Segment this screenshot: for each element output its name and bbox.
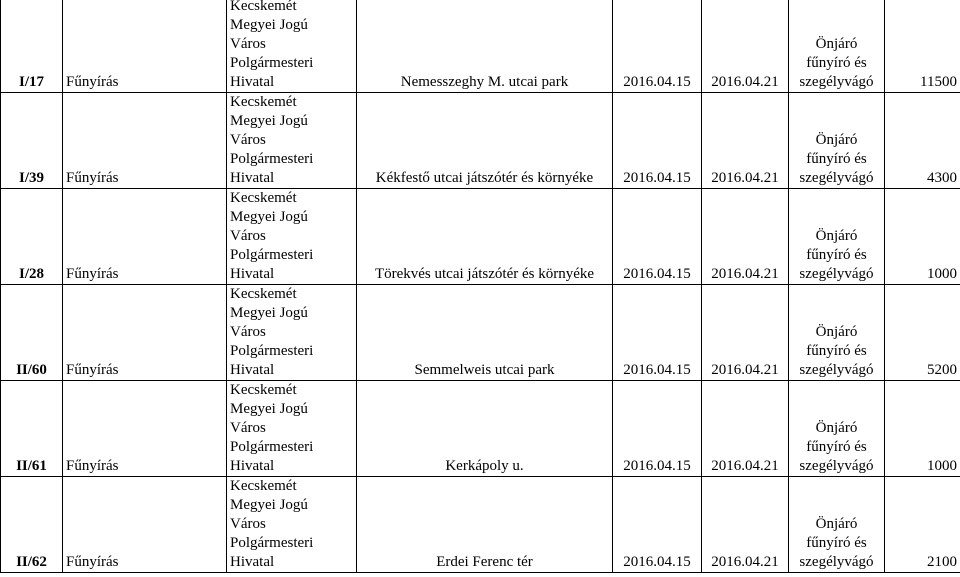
equipment-line: Önjáró bbox=[815, 324, 858, 340]
organization-line: Kecskemét bbox=[230, 478, 297, 494]
organization-line: Polgármesteri bbox=[230, 151, 314, 167]
area-size-cell: 1000 bbox=[885, 381, 960, 477]
organization-line: Hivatal bbox=[230, 170, 275, 186]
organization-cell bbox=[227, 381, 357, 477]
location-cell: Kékfestő utcai játszótér és környéke bbox=[357, 93, 613, 189]
equipment-line: Önjáró bbox=[815, 132, 858, 148]
location-cell: Kerkápoly u. bbox=[357, 381, 613, 477]
organization-cell bbox=[227, 477, 357, 573]
table-row bbox=[1, 93, 960, 189]
equipment-line: szegélyvágó bbox=[799, 74, 874, 90]
organization-line: Város bbox=[230, 516, 266, 532]
organization-line: Megyei Jogú bbox=[230, 305, 308, 321]
work-type-cell: Fűnyírás bbox=[63, 0, 227, 93]
equipment-line: fűnyíró és bbox=[806, 343, 867, 359]
work-type-cell: Fűnyírás bbox=[63, 381, 227, 477]
table-row bbox=[1, 285, 960, 381]
area-size-cell: 11500 bbox=[885, 0, 960, 93]
end-date-cell: 2016.04.21 bbox=[702, 381, 789, 477]
organization-cell bbox=[227, 0, 357, 93]
start-date-cell: 2016.04.15 bbox=[613, 285, 702, 381]
equipment-line: szegélyvágó bbox=[799, 170, 874, 186]
organization-line: Polgármesteri bbox=[230, 55, 314, 71]
organization-line: Hivatal bbox=[230, 74, 275, 90]
equipment-cell bbox=[789, 477, 885, 573]
organization-line: Város bbox=[230, 36, 266, 52]
equipment-line: fűnyíró és bbox=[806, 535, 867, 551]
equipment-line: szegélyvágó bbox=[799, 266, 874, 282]
organization-line: Város bbox=[230, 420, 266, 436]
location-cell: Törekvés utcai játszótér és környéke bbox=[357, 189, 613, 285]
end-date-cell: 2016.04.21 bbox=[702, 285, 789, 381]
equipment-line: szegélyvágó bbox=[799, 458, 874, 474]
equipment-line: Önjáró bbox=[815, 36, 858, 52]
area-code-cell: I/28 bbox=[1, 189, 63, 285]
organization-line: Város bbox=[230, 132, 266, 148]
work-type-cell: Fűnyírás bbox=[63, 477, 227, 573]
organization-line: Város bbox=[230, 324, 266, 340]
equipment-cell bbox=[789, 381, 885, 477]
organization-line: Megyei Jogú bbox=[230, 401, 308, 417]
equipment-line: fűnyíró és bbox=[806, 247, 867, 263]
equipment-line: szegélyvágó bbox=[799, 554, 874, 570]
area-size-cell: 5200 bbox=[885, 285, 960, 381]
location-cell: Semmelweis utcai park bbox=[357, 285, 613, 381]
area-size-cell: 1000 bbox=[885, 189, 960, 285]
start-date-cell: 2016.04.15 bbox=[613, 93, 702, 189]
area-size-cell: 2100 bbox=[885, 477, 960, 573]
equipment-cell bbox=[789, 0, 885, 93]
table-row bbox=[1, 0, 960, 93]
organization-line: Hivatal bbox=[230, 458, 275, 474]
equipment-line: fűnyíró és bbox=[806, 439, 867, 455]
organization-line: Polgármesteri bbox=[230, 535, 314, 551]
organization-line: Megyei Jogú bbox=[230, 497, 308, 513]
table-row bbox=[1, 189, 960, 285]
organization-line: Kecskemét bbox=[230, 0, 297, 14]
organization-line: Polgármesteri bbox=[230, 343, 314, 359]
table-body bbox=[1, 0, 960, 573]
area-code-cell: II/62 bbox=[1, 477, 63, 573]
area-code-cell: I/17 bbox=[1, 0, 63, 93]
table-row bbox=[1, 477, 960, 573]
organization-line: Polgármesteri bbox=[230, 247, 314, 263]
organization-line: Kecskemét bbox=[230, 190, 297, 206]
end-date-cell: 2016.04.21 bbox=[702, 0, 789, 93]
organization-line: Megyei Jogú bbox=[230, 209, 308, 225]
equipment-line: szegélyvágó bbox=[799, 362, 874, 378]
area-code-cell: II/61 bbox=[1, 381, 63, 477]
start-date-cell: 2016.04.15 bbox=[613, 381, 702, 477]
table-row bbox=[1, 381, 960, 477]
organization-cell bbox=[227, 285, 357, 381]
organization-line: Megyei Jogú bbox=[230, 113, 308, 129]
organization-line: Kecskemét bbox=[230, 286, 297, 302]
end-date-cell: 2016.04.21 bbox=[702, 189, 789, 285]
organization-line: Kecskemét bbox=[230, 382, 297, 398]
equipment-cell bbox=[789, 93, 885, 189]
area-code-cell: I/39 bbox=[1, 93, 63, 189]
organization-line: Megyei Jogú bbox=[230, 17, 308, 33]
organization-line: Hivatal bbox=[230, 362, 275, 378]
work-type-cell: Fűnyírás bbox=[63, 285, 227, 381]
organization-cell bbox=[227, 189, 357, 285]
organization-line: Város bbox=[230, 228, 266, 244]
equipment-line: fűnyíró és bbox=[806, 55, 867, 71]
organization-cell bbox=[227, 93, 357, 189]
equipment-line: Önjáró bbox=[815, 516, 858, 532]
organization-line: Hivatal bbox=[230, 266, 275, 282]
organization-line: Kecskemét bbox=[230, 94, 297, 110]
start-date-cell: 2016.04.15 bbox=[613, 477, 702, 573]
equipment-line: Önjáró bbox=[815, 228, 858, 244]
work-type-cell: Fűnyírás bbox=[63, 189, 227, 285]
end-date-cell: 2016.04.21 bbox=[702, 93, 789, 189]
start-date-cell: 2016.04.15 bbox=[613, 0, 702, 93]
location-cell: Nemesszeghy M. utcai park bbox=[357, 0, 613, 93]
equipment-line: fűnyíró és bbox=[806, 151, 867, 167]
area-code-cell: II/60 bbox=[1, 285, 63, 381]
equipment-line: Önjáró bbox=[815, 420, 858, 436]
area-size-cell: 4300 bbox=[885, 93, 960, 189]
work-type-cell: Fűnyírás bbox=[63, 93, 227, 189]
organization-line: Hivatal bbox=[230, 554, 275, 570]
start-date-cell: 2016.04.15 bbox=[613, 189, 702, 285]
equipment-cell bbox=[789, 189, 885, 285]
end-date-cell: 2016.04.21 bbox=[702, 477, 789, 573]
organization-line: Polgármesteri bbox=[230, 439, 314, 455]
equipment-cell bbox=[789, 285, 885, 381]
location-cell: Erdei Ferenc tér bbox=[357, 477, 613, 573]
